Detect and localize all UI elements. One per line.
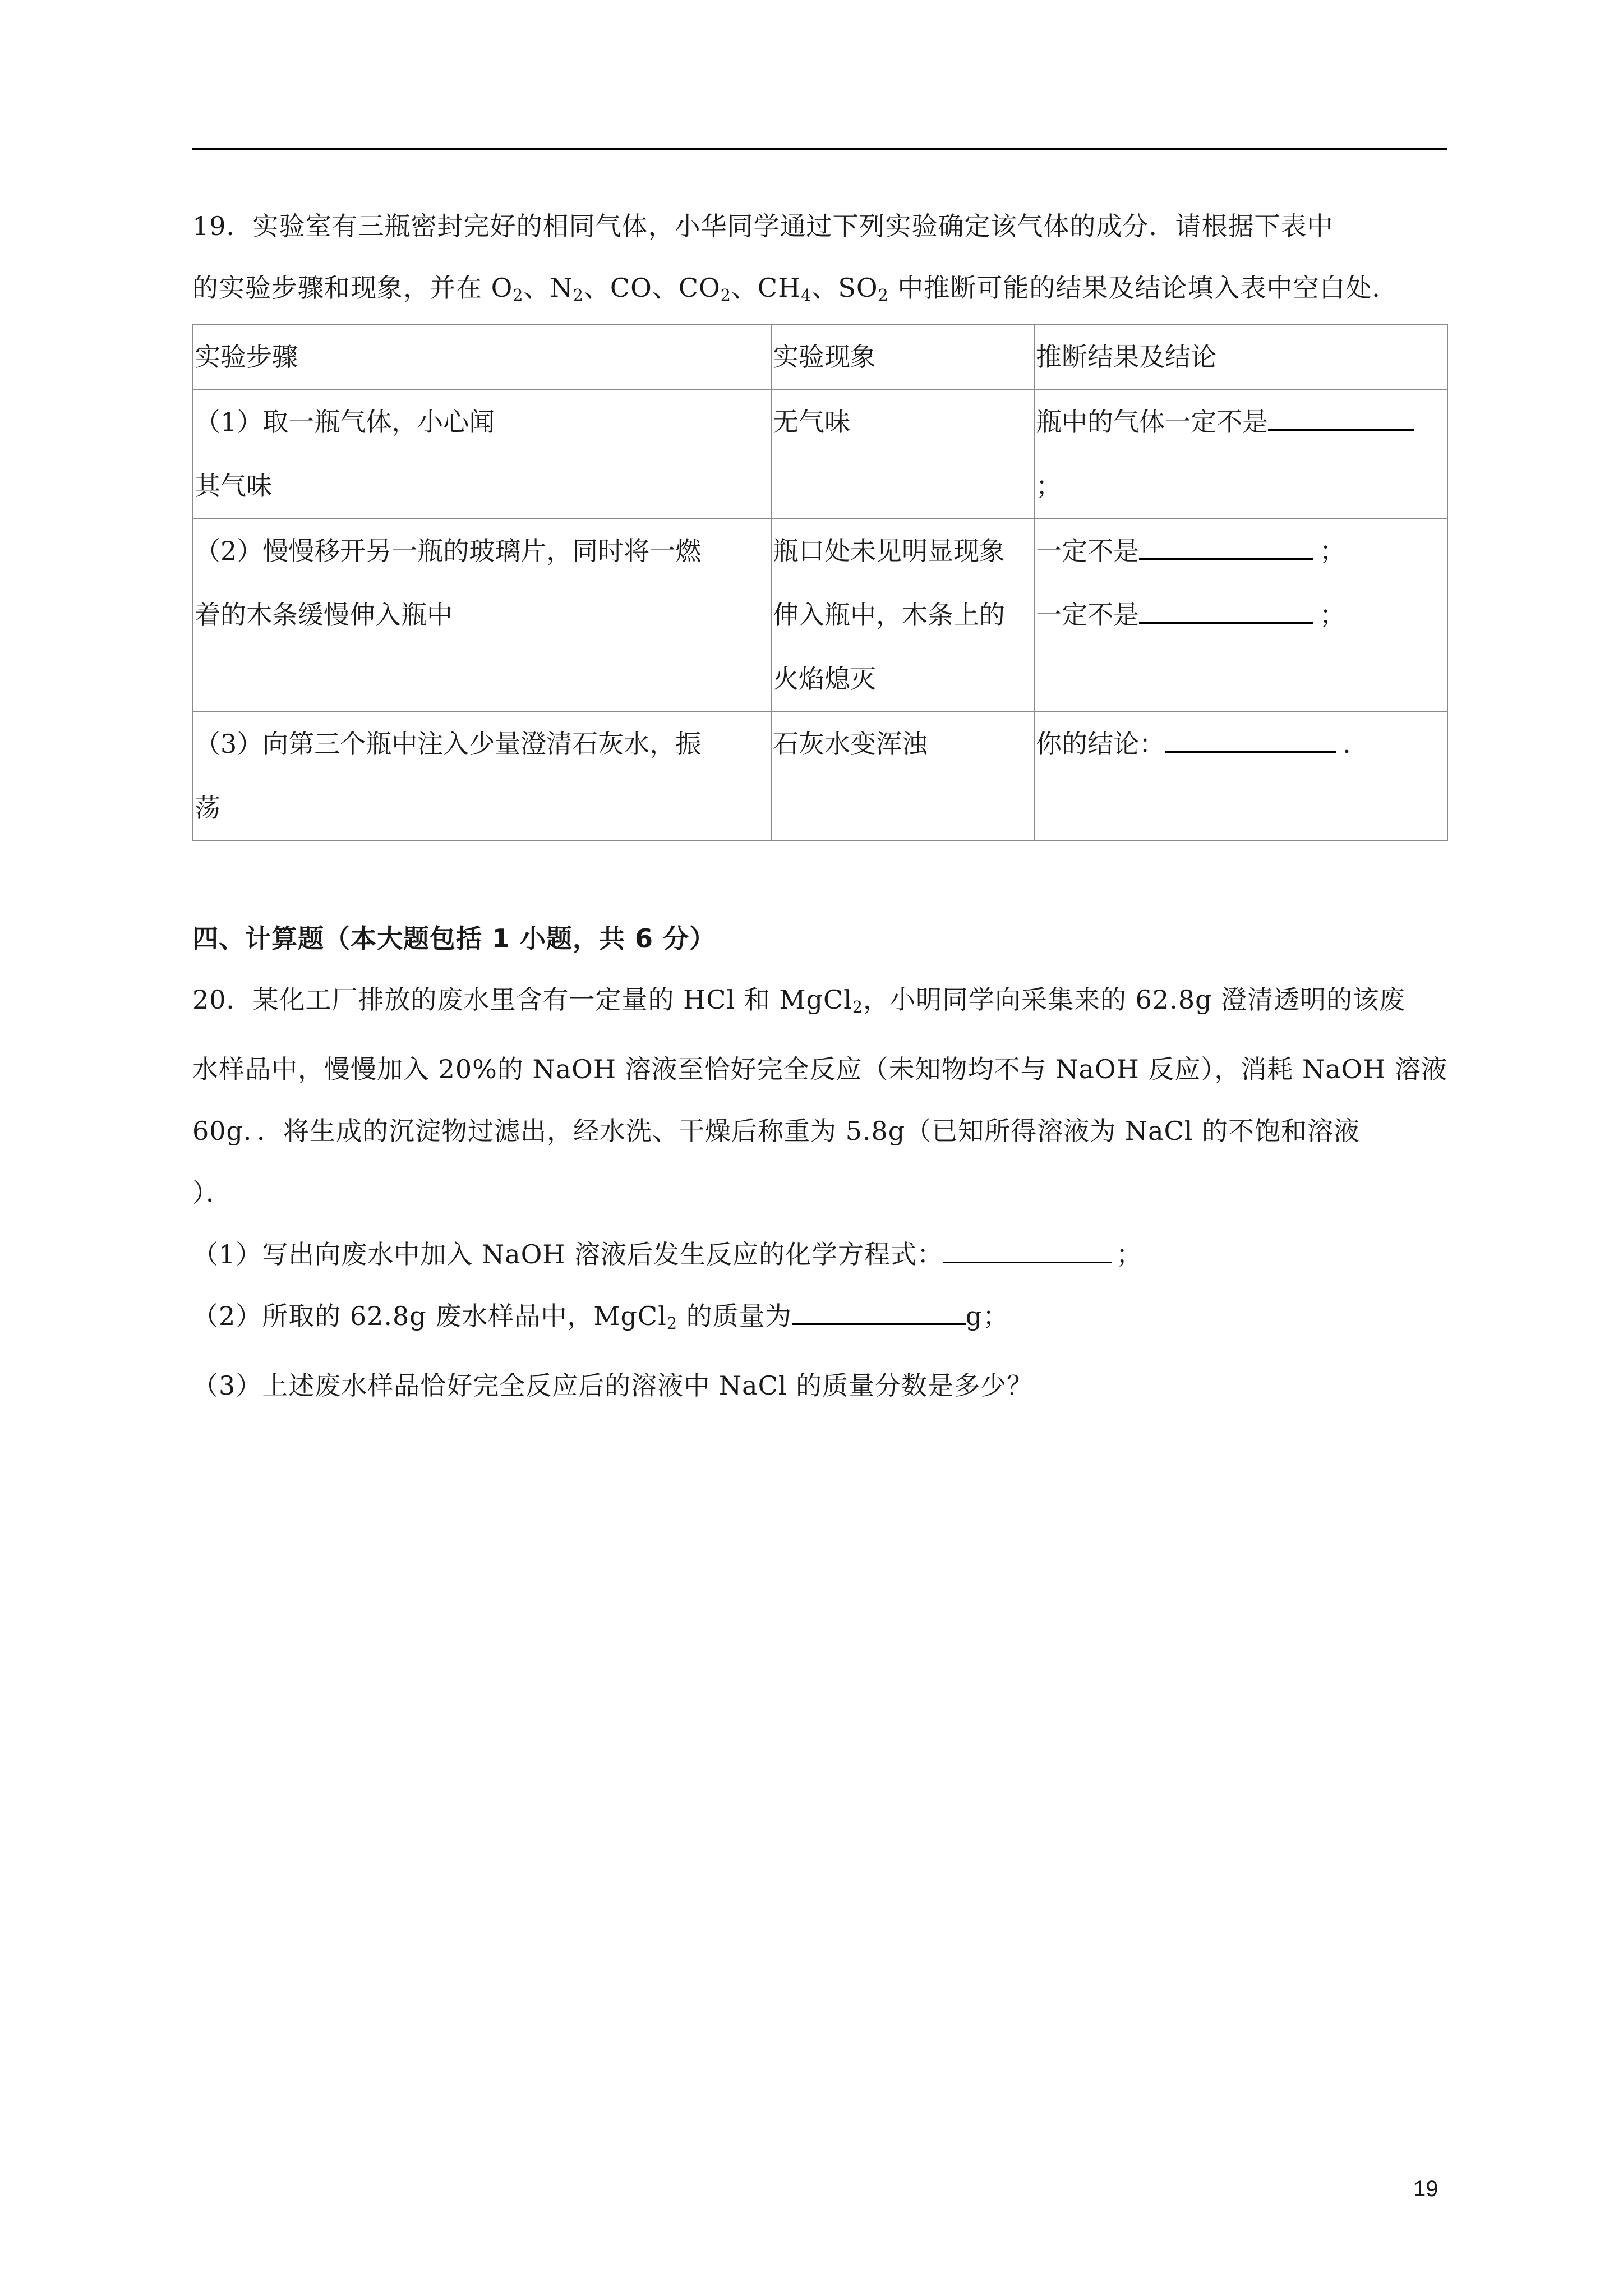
answer-blank[interactable] [1139, 528, 1313, 560]
conclusion-cell: 你的结论： . [1034, 711, 1447, 840]
q20-line-4: ）． [192, 1177, 232, 1208]
phenomenon-cell: 瓶口处未见明显现象 伸入瓶中，木条上的 火焰熄灭 [771, 518, 1034, 711]
table-header-row [193, 324, 1447, 389]
header-phenomenon: 实验现象 [771, 324, 1034, 389]
step-cell: （3）向第三个瓶中注入少量澄清石灰水，振 荡 [193, 711, 771, 840]
header-conclusion: 推断结果及结论 [1034, 324, 1447, 389]
question-19 [192, 195, 1449, 326]
q20-sub-1: （1）写出向废水中加入 NaOH 溶液后发生反应的化学方程式： ； [192, 1223, 1449, 1285]
question-20 [192, 969, 1449, 1416]
q20-sub-3: （3）上述废水样品恰好完全反应后的溶液中 NaCl 的质量分数是多少？ [192, 1370, 1034, 1401]
answer-blank[interactable] [1139, 592, 1313, 624]
header-rule [192, 148, 1447, 150]
header-step: 实验步骤 [193, 324, 771, 389]
conclusion-cell: 瓶中的气体一定不是 ； [1034, 389, 1447, 518]
q20-line-3: 60g．．将生成的沉淀物过滤出，经水洗、干燥后称重为 5.8g（已知所得溶液为 NaCl 的不饱和溶液 [192, 1116, 1361, 1147]
q20-line-2: 水样品中，慢慢加入 20%的 NaOH 溶液至恰好完全反应（未知物均不与 NaOH 反应），消耗 NaOH 溶液 [192, 1054, 1448, 1085]
page-number: 19 [1413, 2177, 1438, 2201]
table-row [193, 518, 1447, 711]
step-cell: （1）取一瓶气体，小心闻 其气味 [193, 389, 771, 518]
phenomenon-cell: 无气味 [771, 389, 1034, 518]
answer-blank[interactable] [1268, 399, 1414, 431]
q19-line-1: 19．实验室有三瓶密封完好的相同气体，小华同学通过下列实验确定该气体的成分．请根据下表中 [192, 211, 1334, 241]
section-4-title: 四、计算题（本大题包括 1 小题，共 6 分） [192, 923, 716, 954]
q19-line-2: 的实验步骤和现象，并在 $O_2$、$N_2$、CO、$CO_2$、$CH_4$、$SO_2$ 中推断可能的结果及结论填入表中空白处． [192, 273, 1399, 305]
conclusion-cell: 一定不是 ； 一定不是 ； [1034, 518, 1447, 711]
step-cell: （2）慢慢移开另一瓶的玻璃片，同时将一燃 着的木条缓慢伸入瓶中 [193, 518, 771, 711]
phenomenon-cell: 石灰水变浑浊 [771, 711, 1034, 840]
q20-line-1: 20．某化工厂排放的废水里含有一定量的 HCl 和 MgCl$_2$，小明同学向采集来的 62.8g 澄清透明的该废 [192, 984, 1406, 1017]
answer-blank[interactable] [792, 1293, 966, 1325]
experiment-table [192, 324, 1448, 841]
answer-blank[interactable] [1165, 721, 1336, 753]
table-row [193, 389, 1447, 518]
table-row [193, 711, 1447, 840]
answer-blank[interactable] [943, 1231, 1112, 1263]
q20-sub-2: （2）所取的 62.8g 废水样品中，MgCl$_2$ 的质量为 g； [192, 1285, 1449, 1355]
